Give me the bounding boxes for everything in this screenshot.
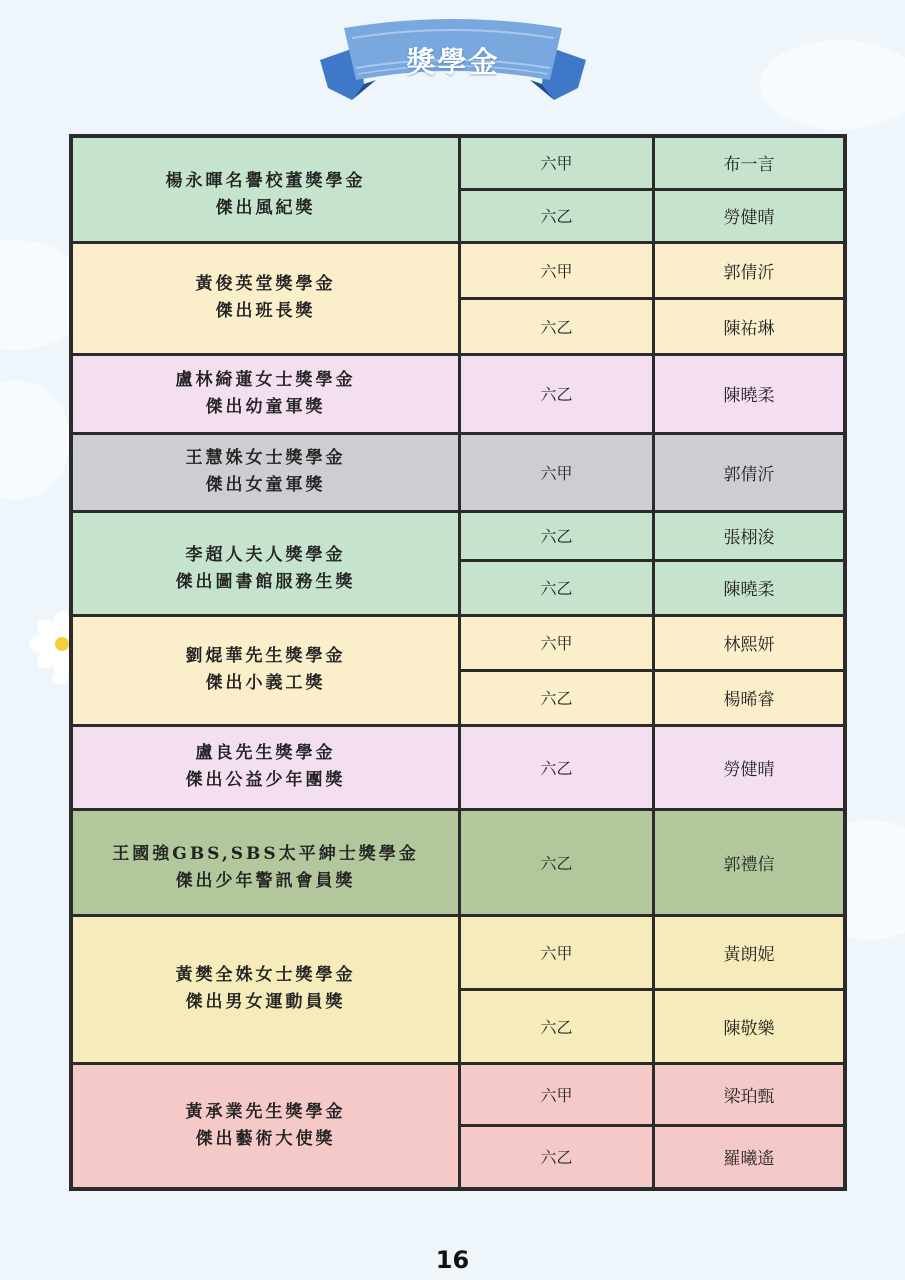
award-name-cell (71, 1063, 460, 1189)
scholarship-name: 李超人夫人獎學金 (185, 545, 346, 565)
student-name-cell: 陳祐琳 (654, 298, 846, 354)
class-cell: 六乙 (460, 989, 654, 1063)
class-cell: 六乙 (460, 189, 654, 242)
student-name-cell: 陳敬樂 (654, 989, 846, 1063)
student-name-cell: 梁珀甄 (654, 1063, 846, 1125)
table-row (71, 354, 845, 433)
award-title: 傑出圖書館服務生獎 (175, 572, 356, 592)
award-name-cell (71, 242, 460, 354)
scholarship-name: 王慧姝女士獎學金 (185, 448, 346, 468)
table-row (71, 511, 845, 560)
class-cell: 六乙 (460, 511, 654, 560)
scholarship-table-body (71, 136, 845, 1189)
scholarship-name: 盧良先生獎學金 (195, 743, 336, 763)
scholarship-name: 黃承業先生獎學金 (185, 1101, 346, 1122)
award-title: 傑出小義工獎 (205, 673, 326, 693)
scholarship-table (69, 134, 847, 1191)
award-title: 傑出少年警訊會員獎 (175, 871, 356, 891)
student-name-cell: 陳曉柔 (654, 560, 846, 615)
class-cell: 六甲 (460, 242, 654, 298)
student-name-cell: 郭倩沂 (654, 242, 846, 298)
class-cell: 六乙 (460, 725, 654, 809)
student-name-cell: 布一言 (654, 136, 846, 189)
award-name-cell (71, 809, 460, 915)
table-row (71, 242, 845, 298)
background-cloud (760, 40, 905, 130)
class-cell: 六乙 (460, 298, 654, 354)
award-title: 傑出風紀獎 (215, 198, 316, 219)
class-cell: 六甲 (460, 136, 654, 189)
class-cell: 六乙 (460, 560, 654, 615)
student-name-cell: 黃朗妮 (654, 915, 846, 989)
page-number: 16 (435, 1246, 470, 1274)
award-name-cell (71, 725, 460, 809)
class-cell: 六甲 (460, 915, 654, 989)
student-name-cell: 郭禮信 (654, 809, 846, 915)
table-row (71, 615, 845, 670)
award-name-cell (71, 136, 460, 242)
class-cell: 六乙 (460, 1125, 654, 1189)
student-name-cell: 陳曉柔 (654, 354, 846, 433)
award-title: 傑出幼童軍獎 (205, 396, 326, 417)
student-name-cell: 張栩浚 (654, 511, 846, 560)
class-cell: 六乙 (460, 809, 654, 915)
scholarship-name: 黃俊英堂獎學金 (195, 274, 336, 294)
table-row (71, 1063, 845, 1125)
award-title: 傑出男女運動員獎 (185, 992, 346, 1012)
scholarship-name: 楊永暉名譽校董獎學金 (165, 171, 366, 192)
scholarship-name: 盧林綺蓮女士獎學金 (175, 369, 356, 390)
award-title: 傑出藝術大使獎 (195, 1128, 336, 1149)
scholarship-name: 劉焜華先生獎學金 (185, 646, 346, 666)
page-title: 獎學金 (406, 45, 500, 79)
table-row (71, 725, 845, 809)
award-name-cell (71, 433, 460, 511)
student-name-cell: 楊晞睿 (654, 670, 846, 725)
background-cloud (0, 380, 70, 500)
class-cell: 六乙 (460, 354, 654, 433)
award-name-cell (71, 915, 460, 1063)
class-cell: 六甲 (460, 1063, 654, 1125)
table-row (71, 915, 845, 989)
student-name-cell: 林熙妍 (654, 615, 846, 670)
award-name-cell (71, 511, 460, 615)
class-cell: 六甲 (460, 615, 654, 670)
class-cell: 六甲 (460, 433, 654, 511)
table-row (71, 809, 845, 915)
table-row (71, 433, 845, 511)
award-title: 傑出公益少年團獎 (185, 770, 346, 790)
scholarship-name: 黃樊全姝女士獎學金 (175, 965, 356, 985)
class-cell: 六乙 (460, 670, 654, 725)
student-name-cell: 郭倩沂 (654, 433, 846, 511)
award-title: 傑出女童軍獎 (205, 475, 326, 495)
award-name-cell (71, 354, 460, 433)
scholarship-name: 王國強GBS,SBS太平紳士獎學金 (112, 844, 419, 864)
title-banner (318, 18, 588, 104)
award-name-cell (71, 615, 460, 725)
student-name-cell: 羅曦遙 (654, 1125, 846, 1189)
award-title: 傑出班長獎 (215, 301, 316, 321)
student-name-cell: 勞健晴 (654, 725, 846, 809)
table-row (71, 136, 845, 189)
student-name-cell: 勞健晴 (654, 189, 846, 242)
